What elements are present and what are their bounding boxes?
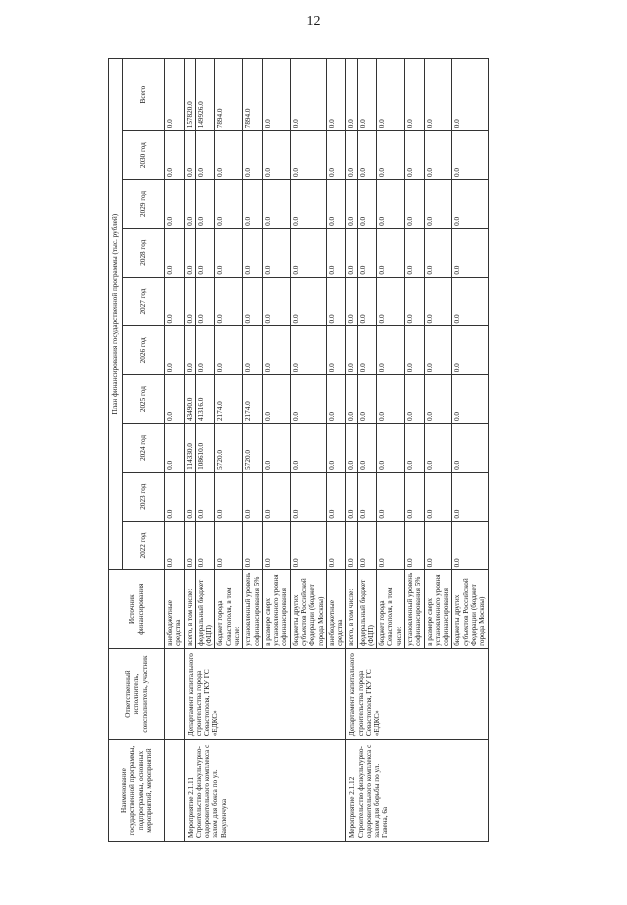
- measure-name: Мероприятие 2.1.12 Строительство физкультурно-оздоровительного комплекса с залом для борьбы по ул. Гавена, 6а: [346, 740, 488, 842]
- year-value: 0.0: [377, 521, 405, 570]
- year-value: 0.0: [452, 424, 488, 473]
- year-value: 0.0: [357, 131, 377, 180]
- rotated-table: [108, 58, 588, 842]
- table-row: [165, 59, 185, 842]
- year-value: 0.0: [424, 424, 452, 473]
- year-value: 0.0: [424, 180, 452, 229]
- year-value: 0.0: [290, 277, 326, 326]
- year-value: 0.0: [424, 521, 452, 570]
- year-value: 0.0: [346, 326, 357, 375]
- year-value: 0.0: [184, 472, 195, 521]
- year-value: 0.0: [452, 375, 488, 424]
- year-value: 0.0: [405, 326, 425, 375]
- funding-source: внебюджетные средства: [165, 570, 185, 649]
- year-value: 0.0: [262, 326, 290, 375]
- page-number: 12: [306, 14, 321, 29]
- year-value: 0.0: [195, 326, 215, 375]
- year-value: 41316.0: [195, 375, 215, 424]
- header-year: 2025 год: [123, 375, 165, 424]
- header-name: Наименование государственной программы, подпрограммы, основных мероприятий, мероприятий: [109, 740, 165, 842]
- year-value: 0.0: [290, 228, 326, 277]
- total-value: 0.0: [377, 59, 405, 131]
- executor-cell: [165, 648, 185, 739]
- year-value: 0.0: [424, 375, 452, 424]
- header-funding-plan: План финансирования государственной программы (тыс. рублей): [109, 59, 123, 570]
- total-value: 0.0: [165, 59, 185, 131]
- year-value: 0.0: [215, 277, 243, 326]
- year-value: 0.0: [346, 424, 357, 473]
- year-value: 0.0: [195, 521, 215, 570]
- year-value: 0.0: [326, 131, 346, 180]
- year-value: 0.0: [243, 180, 263, 229]
- year-value: 0.0: [215, 326, 243, 375]
- year-value: 0.0: [405, 131, 425, 180]
- year-value: 0.0: [424, 326, 452, 375]
- funding-source: внебюджетные средства: [326, 570, 346, 649]
- year-value: 0.0: [424, 277, 452, 326]
- table-row: [184, 59, 195, 842]
- year-value: 0.0: [290, 521, 326, 570]
- year-value: 0.0: [195, 472, 215, 521]
- year-value: 0.0: [357, 326, 377, 375]
- year-value: 0.0: [243, 131, 263, 180]
- year-value: 0.0: [452, 326, 488, 375]
- total-value: 149926.0: [195, 59, 215, 131]
- year-value: 0.0: [452, 277, 488, 326]
- year-value: 0.0: [184, 180, 195, 229]
- funding-source: в размере сверх установленного уровня софинансирования: [424, 570, 452, 649]
- year-value: 0.0: [377, 228, 405, 277]
- year-value: 0.0: [290, 375, 326, 424]
- funding-source: федеральный бюджет (ФЦП): [357, 570, 377, 649]
- year-value: 0.0: [357, 472, 377, 521]
- year-value: 0.0: [326, 424, 346, 473]
- year-value: 0.0: [195, 228, 215, 277]
- year-value: 0.0: [346, 131, 357, 180]
- funding-source: в размере сверх установленного уровня софинансирования: [262, 570, 290, 649]
- total-value: 7894.0: [243, 59, 263, 131]
- year-value: 0.0: [424, 131, 452, 180]
- measure-executor: Департамент капитального строительства города Севастополя, ГКУ ГС «ЕДКС»: [184, 648, 346, 739]
- year-value: 0.0: [195, 277, 215, 326]
- year-value: 0.0: [326, 326, 346, 375]
- year-value: 114330.0: [184, 424, 195, 473]
- year-value: 0.0: [195, 180, 215, 229]
- year-value: 0.0: [452, 472, 488, 521]
- year-value: 0.0: [357, 375, 377, 424]
- header-total: Всего: [123, 59, 165, 131]
- funding-table: [108, 58, 489, 842]
- year-value: 0.0: [184, 131, 195, 180]
- funding-source: бюджеты других субъектов Российской Федерации (бюджет города Москвы): [452, 570, 488, 649]
- funding-source: установленный уровень софинансирования 5%: [243, 570, 263, 649]
- funding-source: всего, в том числе:: [346, 570, 357, 649]
- year-value: 2174.0: [215, 375, 243, 424]
- year-value: 0.0: [377, 472, 405, 521]
- year-value: 0.0: [243, 277, 263, 326]
- year-value: 0.0: [165, 472, 185, 521]
- header-year: 2026 год: [123, 326, 165, 375]
- total-value: 0.0: [326, 59, 346, 131]
- total-value: 0.0: [357, 59, 377, 131]
- year-value: 0.0: [377, 375, 405, 424]
- table-container: [108, 58, 588, 842]
- total-value: 0.0: [262, 59, 290, 131]
- year-value: 0.0: [165, 277, 185, 326]
- year-value: 0.0: [357, 424, 377, 473]
- year-value: 0.0: [326, 228, 346, 277]
- year-value: 0.0: [326, 277, 346, 326]
- year-value: 0.0: [165, 326, 185, 375]
- year-value: 0.0: [346, 472, 357, 521]
- header-year: 2024 год: [123, 424, 165, 473]
- year-value: 0.0: [243, 228, 263, 277]
- funding-source: бюджеты других субъектов Российской Федерации (бюджет города Москвы): [290, 570, 326, 649]
- funding-source: федеральный бюджет (ФЦП): [195, 570, 215, 649]
- total-value: 0.0: [290, 59, 326, 131]
- year-value: 0.0: [377, 131, 405, 180]
- year-value: 0.0: [262, 228, 290, 277]
- year-value: 0.0: [215, 180, 243, 229]
- header-year: 2030 год: [123, 131, 165, 180]
- year-value: 0.0: [346, 375, 357, 424]
- year-value: 0.0: [405, 180, 425, 229]
- measure-executor: Департамент капитального строительства города Севастополя, ГКУ ГС «ЕДКС»: [346, 648, 488, 739]
- year-value: 0.0: [405, 277, 425, 326]
- year-value: 0.0: [405, 375, 425, 424]
- year-value: 0.0: [262, 375, 290, 424]
- year-value: 0.0: [165, 228, 185, 277]
- year-value: 0.0: [405, 521, 425, 570]
- year-value: 0.0: [165, 424, 185, 473]
- total-value: 0.0: [405, 59, 425, 131]
- year-value: 0.0: [243, 326, 263, 375]
- year-value: 0.0: [357, 228, 377, 277]
- year-value: 0.0: [215, 228, 243, 277]
- year-value: 0.0: [452, 131, 488, 180]
- year-value: 0.0: [357, 180, 377, 229]
- measure-name: Мероприятие 2.1.11 Строительство физкультурно-оздоровительного комплекса с залом для бокса по ул. Вакуленчука: [184, 740, 346, 842]
- year-value: 0.0: [377, 326, 405, 375]
- year-value: 0.0: [357, 521, 377, 570]
- year-value: 0.0: [184, 277, 195, 326]
- year-value: 0.0: [290, 131, 326, 180]
- year-value: 0.0: [405, 472, 425, 521]
- year-value: 0.0: [290, 326, 326, 375]
- year-value: 0.0: [215, 472, 243, 521]
- year-value: 0.0: [262, 131, 290, 180]
- year-value: 0.0: [377, 424, 405, 473]
- funding-source: всего, в том числе:: [184, 570, 195, 649]
- year-value: 0.0: [452, 180, 488, 229]
- year-value: 0.0: [326, 472, 346, 521]
- year-value: 0.0: [377, 180, 405, 229]
- total-value: 0.0: [346, 59, 357, 131]
- year-value: 5720.0: [215, 424, 243, 473]
- year-value: 0.0: [184, 521, 195, 570]
- year-value: 0.0: [184, 326, 195, 375]
- total-value: 7894.0: [215, 59, 243, 131]
- year-value: 0.0: [346, 180, 357, 229]
- year-value: 0.0: [243, 521, 263, 570]
- header-source: Источник финансирования: [109, 570, 165, 649]
- header-year: 2023 год: [123, 472, 165, 521]
- year-value: 0.0: [262, 424, 290, 473]
- year-value: 0.0: [452, 521, 488, 570]
- total-value: 157820.0: [184, 59, 195, 131]
- year-value: 108610.0: [195, 424, 215, 473]
- year-value: 0.0: [357, 277, 377, 326]
- year-value: 0.0: [326, 375, 346, 424]
- year-value: 0.0: [165, 375, 185, 424]
- year-value: 0.0: [215, 131, 243, 180]
- table-row: [346, 59, 357, 842]
- year-value: 0.0: [405, 228, 425, 277]
- year-value: 0.0: [346, 228, 357, 277]
- funding-source: бюджет города Севастополя, в том числе:: [377, 570, 405, 649]
- header-year: 2029 год: [123, 180, 165, 229]
- funding-source: бюджет города Севастополя, в том числе:: [215, 570, 243, 649]
- year-value: 0.0: [215, 521, 243, 570]
- header-year: 2027 год: [123, 277, 165, 326]
- year-value: 0.0: [424, 228, 452, 277]
- header-year: 2028 год: [123, 228, 165, 277]
- year-value: 0.0: [326, 180, 346, 229]
- year-value: 0.0: [424, 472, 452, 521]
- funding-source: установленный уровень софинансирования 5%: [405, 570, 425, 649]
- total-value: 0.0: [424, 59, 452, 131]
- year-value: 0.0: [262, 180, 290, 229]
- year-value: 0.0: [346, 277, 357, 326]
- year-value: 0.0: [405, 424, 425, 473]
- year-value: 0.0: [262, 277, 290, 326]
- year-value: 0.0: [165, 180, 185, 229]
- header-executor: Ответственный исполнитель, соисполнитель, участник: [109, 648, 165, 739]
- table-body: [165, 59, 489, 842]
- year-value: 0.0: [165, 131, 185, 180]
- year-value: 2174.0: [243, 375, 263, 424]
- header-year: 2022 год: [123, 521, 165, 570]
- year-value: 0.0: [290, 424, 326, 473]
- year-value: 0.0: [262, 472, 290, 521]
- year-value: 0.0: [290, 180, 326, 229]
- year-value: 0.0: [195, 131, 215, 180]
- year-value: 0.0: [326, 521, 346, 570]
- year-value: 0.0: [262, 521, 290, 570]
- year-value: 0.0: [377, 277, 405, 326]
- year-value: 0.0: [165, 521, 185, 570]
- year-value: 43490.0: [184, 375, 195, 424]
- total-value: 0.0: [452, 59, 488, 131]
- year-value: 0.0: [184, 228, 195, 277]
- measure-name-cell: [165, 740, 185, 842]
- year-value: 0.0: [243, 472, 263, 521]
- year-value: 0.0: [346, 521, 357, 570]
- year-value: 5720.0: [243, 424, 263, 473]
- year-value: 0.0: [452, 228, 488, 277]
- year-value: 0.0: [290, 472, 326, 521]
